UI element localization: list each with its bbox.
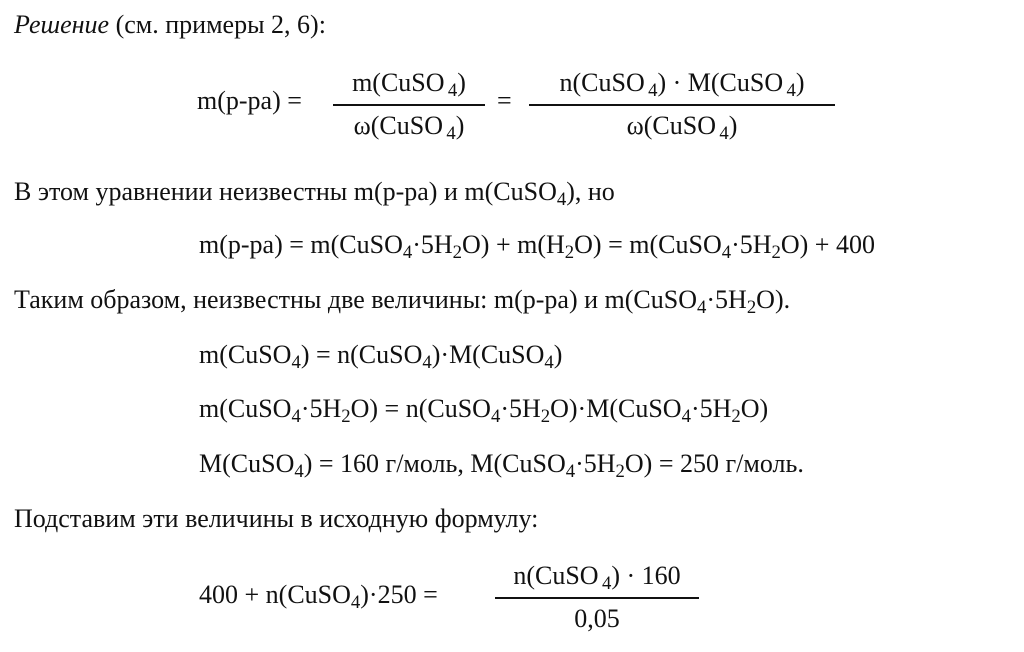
eq1-fraction-1 bbox=[333, 68, 485, 145]
eq1-fraction-2 bbox=[529, 68, 835, 145]
eq1-fraction-2-numerator: n(CuSO $_4$) · M(CuSO $_4$) bbox=[559, 68, 805, 102]
eq1-lhs: m(р-ра) = bbox=[197, 86, 302, 115]
eq3: m(CuSO$_4$) = n(CuSO$_4$)·M(CuSO$_4$) bbox=[199, 340, 563, 374]
solution-intro bbox=[14, 12, 326, 38]
eq6-fraction bbox=[495, 563, 699, 632]
text-unknowns-2: Таким образом, неизвестны две величины: m(р-ра) и $m(CuSO_4\cdot 5H_2O)$. bbox=[14, 285, 791, 319]
eq6-fraction-denominator: 0,05 bbox=[574, 604, 620, 633]
eq4: $m(CuSO_4\cdot 5H_2O)$ = $n(CuSO_4\cdot 5H_2O)\cdot M(CuSO_4\cdot 5H_2O)$ bbox=[199, 394, 769, 428]
text-unknowns-1: В этом уравнении неизвестны m(р-ра) и m(CuSO$_4$), но bbox=[14, 177, 615, 211]
eq2: $m(р-ра) = m(CuSO_4\cdot 5H_2O) + m(H_2O)$ = $m(CuSO_4\cdot 5H_2O) + 400$ bbox=[199, 230, 875, 264]
solution-label: Решение bbox=[14, 10, 110, 39]
eq1-fraction-2-denominator: ω(CuSO $_4$) bbox=[626, 111, 738, 145]
fraction-bar bbox=[333, 104, 485, 106]
text-substitute: Подставим эти величины в исходную формулу: bbox=[14, 504, 539, 533]
fraction-bar bbox=[495, 597, 699, 599]
eq1-equals: = bbox=[497, 86, 512, 115]
eq1-fraction-1-numerator: m(CuSO $_4$) bbox=[352, 68, 466, 102]
fraction-bar bbox=[529, 104, 835, 106]
eq6-fraction-numerator: n(CuSO $_4$) · 160 bbox=[513, 561, 681, 595]
eq5: M(CuSO$_4$) = 160 г/моль, $M(CuSO_4\cdot 5H_2O) = 250$ г/моль. bbox=[199, 449, 804, 483]
eq1-fraction-1-denominator: ω(CuSO $_4$) bbox=[353, 111, 465, 145]
solution-reference: (см. примеры 2, 6): bbox=[109, 10, 326, 39]
eq6-lhs: 400 + n(CuSO$_4$)·250 = bbox=[199, 580, 438, 614]
